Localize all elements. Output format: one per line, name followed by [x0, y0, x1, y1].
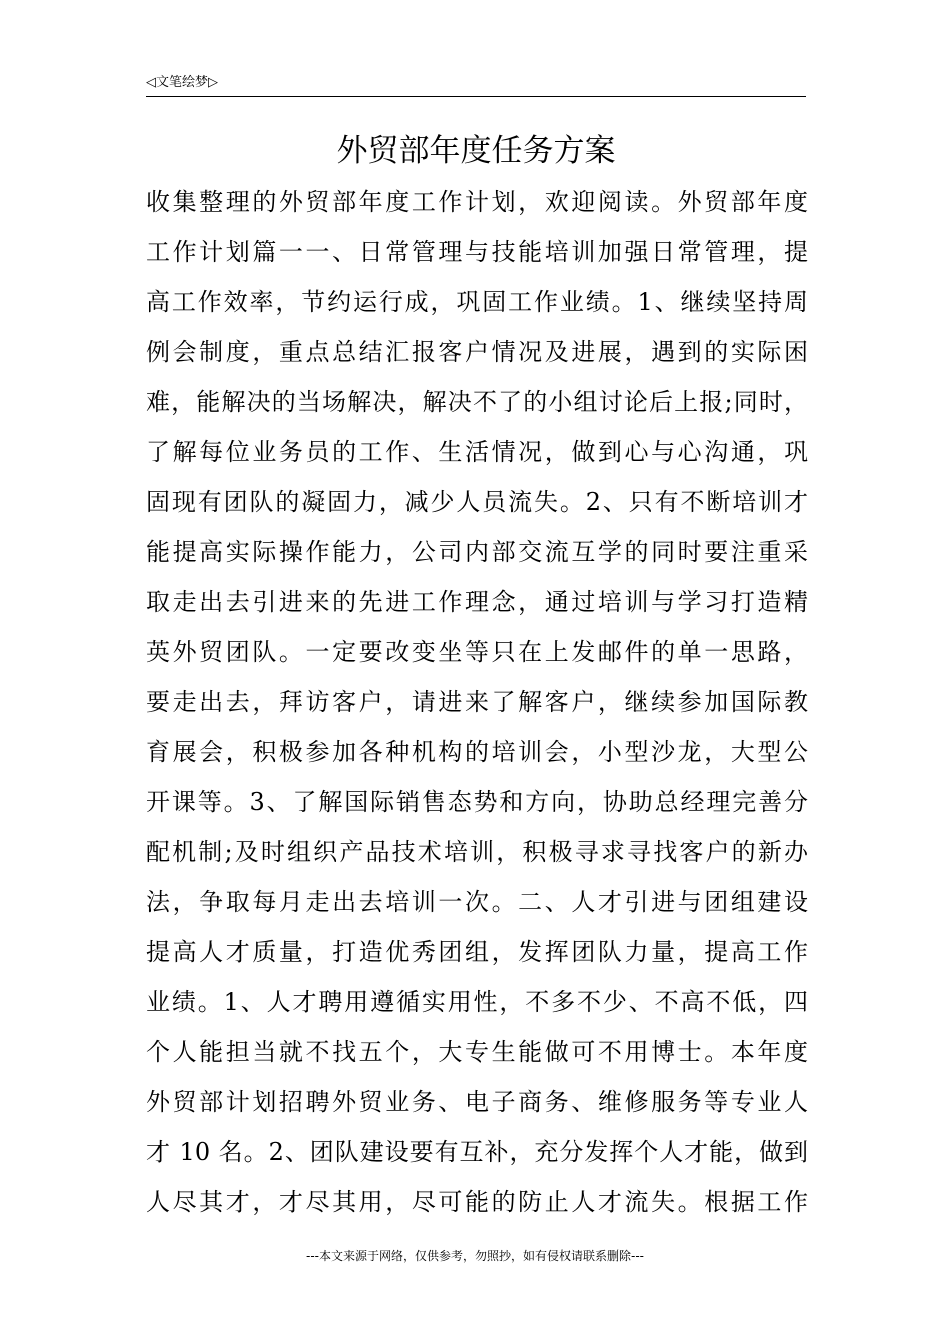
body-line: 高工作效率，节约运行成，巩固工作业绩。1、继续坚持周 [146, 288, 808, 316]
body-line: 了解每位业务员的工作、生活情况，做到心与心沟通，巩 [146, 438, 808, 466]
body-line: 开课等。3、了解国际销售态势和方向，协助总经理完善分 [146, 788, 808, 816]
body-line: 难，能解决的当场解决，解决不了的小组讨论后上报;同时， [146, 388, 808, 416]
body-line: 法，争取每月走出去培训一次。二、人才引进与团组建设 [146, 888, 808, 916]
body-line: 才 10 名。2、团队建设要有互补，充分发挥个人才能，做到 [146, 1138, 808, 1166]
body-line: 例会制度，重点总结汇报客户情况及进展，遇到的实际困 [146, 338, 808, 366]
body-line: 提高人才质量，打造优秀团组，发挥团队力量，提高工作 [146, 938, 808, 966]
body-line: 人尽其才，才尽其用，尽可能的防止人才流失。根据工作 [146, 1188, 808, 1216]
footer-notice: ---本文来源于网络，仅供参考，勿照抄，如有侵权请联系删除--- [306, 1249, 644, 1263]
body-line: 育展会，积极参加各种机构的培训会，小型沙龙，大型公 [146, 738, 808, 766]
body-line: 业绩。1、人才聘用遵循实用性，不多不少、不高不低，四 [146, 988, 808, 1016]
body-line: 配机制;及时组织产品技术培训，积极寻求寻找客户的新办 [146, 838, 808, 866]
body-line: 能提高实际操作能力，公司内部交流互学的同时要注重采 [146, 538, 808, 566]
body-line: 个人能担当就不找五个，大专生能做可不用博士。本年度 [146, 1038, 808, 1066]
body-line: 收集整理的外贸部年度工作计划，欢迎阅读。外贸部年度 [146, 188, 808, 216]
body-line: 固现有团队的凝固力，减少人员流失。2、只有不断培训才 [146, 488, 808, 516]
header-brand: ◁文笔绘梦▷ [146, 75, 218, 90]
body-line: 外贸部计划招聘外贸业务、电子商务、维修服务等专业人 [146, 1088, 808, 1116]
body-line: 要走出去，拜访客户，请进来了解客户，继续参加国际教 [146, 688, 808, 716]
header-divider [146, 96, 806, 97]
body-line: 取走出去引进来的先进工作理念，通过培训与学习打造精 [146, 588, 808, 616]
body-line: 工作计划篇一一、日常管理与技能培训加强日常管理，提 [146, 238, 808, 266]
body-line: 英外贸团队。一定要改变坐等只在上发邮件的单一思路， [146, 638, 808, 666]
document-title: 外贸部年度任务方案 [336, 133, 616, 169]
document-body [146, 177, 808, 1227]
